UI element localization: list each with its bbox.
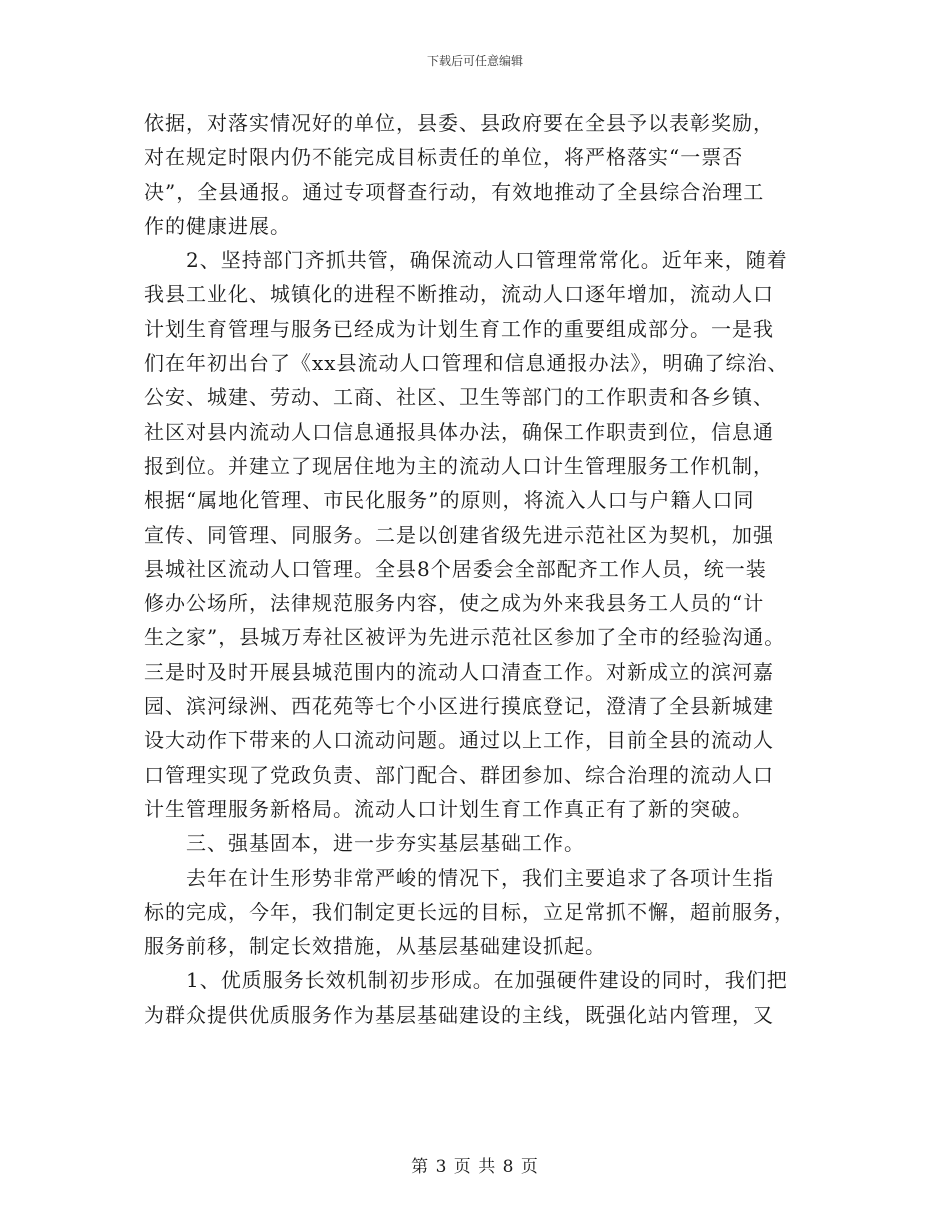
page-header: 下载后可任意编辑 — [426, 54, 523, 68]
text-line: 作的健康进展。 — [144, 213, 291, 238]
text-line: 口管理实现了党政负责、部门配合、群团参加、综合治理的流动人口 — [144, 762, 774, 787]
text-line: 依据，对落实情况好的单位，县委、县政府要在全县予以表彰奖励， — [144, 111, 774, 135]
text-line: 对在规定时限内仍不能完成目标责任的单位，将严格落实“一票否 — [144, 145, 744, 170]
text-line: 去年在计生形势非常严峻的情况下，我们主要追求了各项计生指 — [144, 865, 774, 890]
text-line: 生之家”，县城万寿社区被评为先进示范社区参加了全市的经验沟通。 — [144, 625, 786, 650]
text-line: 宣传、同管理、同服务。二是以创建省级先进示范社区为契机，加强 — [144, 522, 774, 547]
text-line: 为群众提供优质服务作为基层基础建设的主线，既强化站内管理，又 — [144, 1002, 774, 1027]
text-line: 社区对县内流动人口信息通报具体办法，确保工作职责到位，信息通 — [144, 419, 774, 444]
section-heading: 三、强基固本，进一步夯实基层基础工作。 — [144, 831, 585, 856]
text-line: 2、坚持部门齐抓共管，确保流动人口管理常常化。近年来，随着 — [144, 248, 788, 273]
text-line: 三是时及时开展县城范围内的流动人口清查工作。对新成立的滨河嘉 — [144, 659, 774, 684]
text-line: 根据“属地化管理、市民化服务”的原则，将流入人口与户籍人口同 — [144, 488, 755, 513]
text-line: 们在年初出台了《xx县流动人口管理和信息通报办法》，明确了综治、 — [144, 351, 789, 376]
text-line: 决”，全县通报。通过专项督查行动，有效地推动了全县综合治理工 — [144, 179, 765, 204]
text-line: 我县工业化、城镇化的进程不断推动，流动人口逐年增加，流动人口 — [144, 282, 774, 307]
text-line: 设大动作下带来的人口流动问题。通过以上工作，目前全县的流动人 — [144, 728, 774, 753]
document-body — [144, 106, 808, 1032]
text-line: 报到位。并建立了现居住地为主的流动人口计生管理服务工作机制， — [144, 453, 774, 478]
page-number: 第 3 页 共 8 页 — [411, 1157, 539, 1177]
text-line: 1、优质服务长效机制初步形成。在加强硬件建设的同时，我们把 — [144, 968, 788, 993]
text-line: 园、滨河绿洲、西花苑等七个小区进行摸底登记，澄清了全县新城建 — [144, 694, 774, 719]
text-line: 计划生育管理与服务已经成为计划生育工作的重要组成部分。一是我 — [144, 316, 774, 341]
text-line: 县城社区流动人口管理。全县8个居委会全部配齐工作人员，统一装 — [144, 556, 767, 581]
text-line: 标的完成，今年，我们制定更长远的目标，立足常抓不懈，超前服务， — [144, 899, 795, 924]
text-line: 服务前移，制定长效措施，从基层基础建设抓起。 — [144, 934, 606, 959]
text-line: 公安、城建、劳动、工商、社区、卫生等部门的工作职责和各乡镇、 — [144, 385, 774, 410]
text-line: 计生管理服务新格局。流动人口计划生育工作真正有了新的突破。 — [144, 796, 753, 821]
text-line: 修办公场所，法律规范服务内容，使之成为外来我县务工人员的“计 — [144, 591, 765, 616]
